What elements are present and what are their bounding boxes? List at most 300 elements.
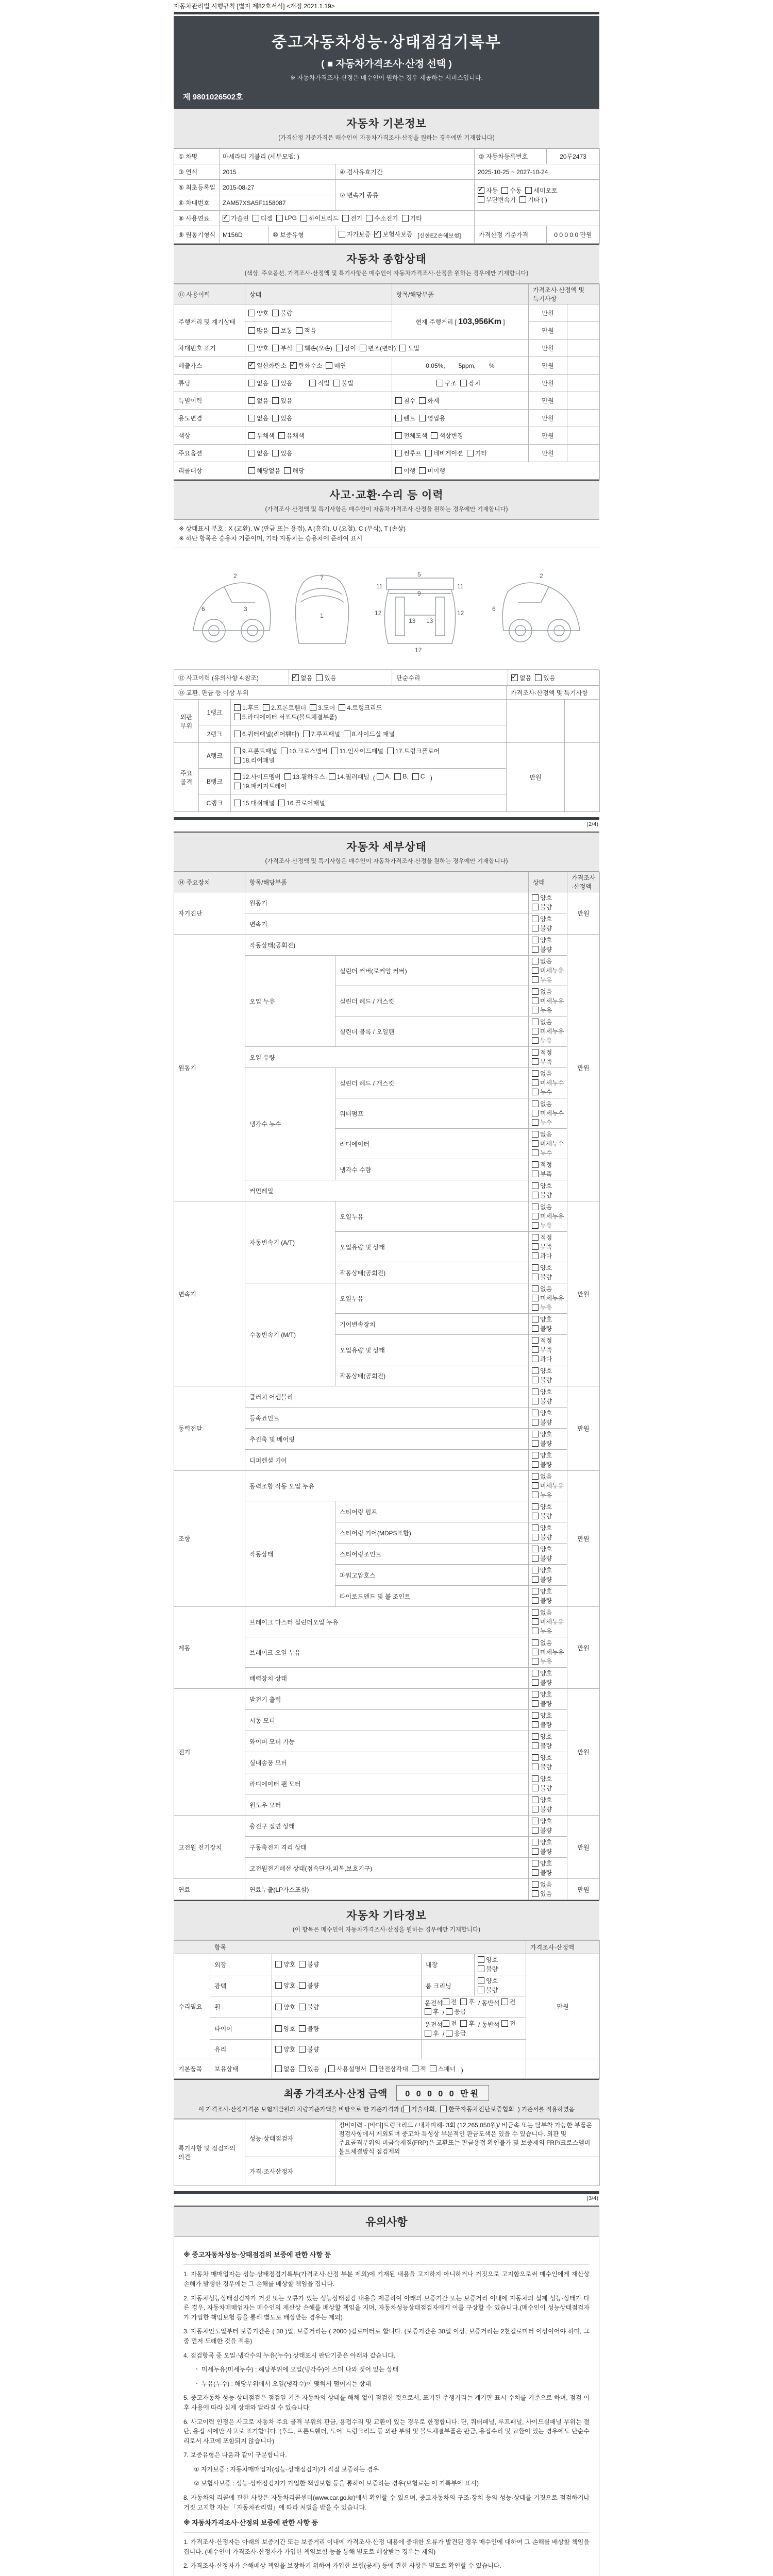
- checkbox-있음[interactable]: [316, 673, 336, 682]
- checkbox-썬루프[interactable]: [395, 449, 422, 457]
- table-cell: [529, 1837, 567, 1858]
- checkbox-양호[interactable]: [532, 1545, 552, 1553]
- checkbox-LPG[interactable]: [276, 214, 297, 222]
- checkbox-17.트렁크플로어[interactable]: [387, 747, 440, 755]
- checkbox-없음[interactable]: [248, 379, 268, 387]
- checkbox-box-icon: [248, 310, 255, 316]
- checkbox-전[interactable]: [501, 2019, 516, 2028]
- checkbox-보통[interactable]: [272, 326, 292, 335]
- checkbox-적법[interactable]: [309, 379, 329, 387]
- notice-item: 2. 자동차성능상태점검자가 거짓 또는 오류가 있는 성능상태점검 내용을 제공하여 아래의 보증기간 또는 보증거리 이내에 자동차의 실제 성능·상태가 다른 경우, 자동차매매업자는 매수인의 재산상 손해를 배상할 책임을 지며, 자동차성능상태점검자에게 이를 구상할 수 있습니다.(매수인이 성능상태점검자가 가입한 책임보험 등을 통해 별도로 배상받는 경우는 제외): [183, 2294, 590, 2321]
- checkbox-양호[interactable]: [248, 344, 268, 352]
- checkbox-box-icon: [431, 432, 438, 439]
- checkbox-양호[interactable]: [532, 1430, 552, 1438]
- table-cell: 스티어링 기어(MDPS포함): [335, 1522, 529, 1544]
- checkbox-있음[interactable]: [272, 379, 292, 387]
- checkbox-label: 전: [450, 2020, 457, 2028]
- checkbox-label: 있음: [280, 379, 293, 387]
- checkbox-없음[interactable]: [275, 2064, 295, 2073]
- checkbox-양호[interactable]: [532, 1795, 552, 1804]
- checkbox-전체도색[interactable]: [395, 431, 427, 440]
- table-cell: 작동상태(공회전): [245, 935, 529, 956]
- checkbox-부족[interactable]: [532, 1170, 552, 1178]
- checkbox-자가보증[interactable]: [339, 230, 371, 239]
- checkbox-label: 부족: [540, 1058, 552, 1066]
- table-cell: 동력전달: [174, 1386, 245, 1471]
- checkbox-미세누유[interactable]: [532, 1648, 564, 1656]
- checkbox-불량[interactable]: [532, 1720, 552, 1729]
- checkbox-불량[interactable]: [299, 1981, 319, 1990]
- checkbox-label: 7.루프패널: [311, 730, 341, 738]
- checkbox-label: 불량: [280, 309, 293, 317]
- section-basic-info-header: [174, 108, 599, 148]
- checkbox-사용설명서[interactable]: [328, 2064, 366, 2073]
- checkbox-14.필러패널[interactable]: [329, 772, 369, 781]
- checkbox-양호[interactable]: [532, 1587, 552, 1596]
- checkbox-누수[interactable]: [532, 1148, 552, 1157]
- checkbox-없음[interactable]: [532, 987, 552, 996]
- checkbox-미세누유[interactable]: [532, 1481, 564, 1490]
- checkbox-3.도어[interactable]: [310, 703, 335, 712]
- checkbox-해당[interactable]: [284, 466, 304, 475]
- checkbox-이행[interactable]: [395, 466, 415, 475]
- checkbox-label: 누유: [540, 1037, 552, 1045]
- checkbox-label: 불량: [540, 1440, 552, 1448]
- checkbox-부족[interactable]: [532, 1242, 552, 1251]
- table-cell: [245, 392, 392, 410]
- checkbox-기술사회[interactable]: 기술사회,: [403, 2105, 437, 2113]
- section-subtitle: (가격조사·산정액 및 특기사항은 매수인이 자동차가격조사·산정을 원하는 경우에만 기재합니다): [265, 858, 508, 865]
- checkbox-8.사이드실 패널[interactable]: [344, 730, 395, 738]
- checkbox-양호[interactable]: [532, 1669, 552, 1677]
- checkbox-누수[interactable]: [532, 1088, 552, 1096]
- checkbox-무단변속기[interactable]: [478, 195, 516, 204]
- svg-text:2: 2: [540, 572, 543, 580]
- checkbox-1.후드[interactable]: [234, 703, 259, 712]
- checkbox-양호[interactable]: [478, 1955, 498, 1964]
- checkbox-후[interactable]: [460, 1997, 475, 2006]
- checkbox-누유[interactable]: [532, 1490, 552, 1499]
- checkbox-양호[interactable]: [532, 1409, 552, 1417]
- checkbox-불량[interactable]: [532, 924, 552, 933]
- checkbox-부식[interactable]: [272, 344, 292, 352]
- checkbox-하이브리드[interactable]: [300, 214, 339, 223]
- table-cell: [526, 2059, 600, 2079]
- checkbox-디젤[interactable]: [253, 214, 273, 223]
- checkbox-양호[interactable]: [532, 1366, 552, 1375]
- table-cell: 실린더 헤드 / 개스킷: [335, 1068, 529, 1098]
- checkbox-없음[interactable]: [248, 414, 268, 422]
- table-cell: 만원: [529, 427, 567, 445]
- checkbox-box-icon: [443, 1998, 449, 2005]
- checkbox-있음[interactable]: [299, 2064, 319, 2073]
- checkbox-불량[interactable]: [478, 1964, 498, 1973]
- checkbox-미세누유[interactable]: [532, 1027, 564, 1036]
- checkbox-없음[interactable]: [532, 1202, 552, 1211]
- checkbox-적정[interactable]: [532, 1160, 552, 1169]
- checkbox-미세누수[interactable]: [532, 1078, 564, 1087]
- checkbox-세미오토[interactable]: [525, 186, 557, 195]
- checkbox-없음[interactable]: [532, 1284, 552, 1293]
- checkbox-기타[interactable]: [467, 449, 487, 457]
- checkbox-9.프론트패널[interactable]: [234, 747, 277, 755]
- checkbox-불량[interactable]: [532, 903, 552, 911]
- checkbox-C[interactable]: [412, 773, 425, 780]
- checkbox-16.플로어패널[interactable]: [278, 799, 325, 807]
- table-cell: 0 0 0 0 0 만원: [547, 226, 600, 244]
- checkbox-없음[interactable]: [532, 957, 552, 965]
- checkbox-양호[interactable]: [478, 1976, 498, 1985]
- section-subtitle: (가격산정 기준가격은 매수인이 자동차가격조사·산정을 원하는 경우에만 기재합니다): [278, 135, 495, 141]
- checkbox-label: C: [420, 773, 425, 781]
- checkbox-12.사이드멤버[interactable]: [234, 772, 281, 781]
- checkbox-있음[interactable]: [535, 673, 555, 682]
- checkbox-B,[interactable]: [394, 773, 408, 780]
- checkbox-불량[interactable]: [532, 1273, 552, 1281]
- checkbox-없음[interactable]: [248, 396, 268, 405]
- checkbox-불량[interactable]: [478, 1986, 498, 1994]
- checkbox-2.프론트휀더[interactable]: [263, 703, 306, 712]
- checkbox-미세누유[interactable]: [532, 1212, 564, 1221]
- svg-text:12: 12: [457, 609, 464, 617]
- checkbox-화재[interactable]: [419, 396, 439, 405]
- checkbox-누유[interactable]: [532, 1221, 552, 1230]
- checkbox-불량[interactable]: [532, 1376, 552, 1384]
- checkbox-상이[interactable]: [336, 344, 356, 352]
- checkbox-도말[interactable]: [399, 344, 419, 352]
- checkbox-양호[interactable]: [532, 1502, 552, 1511]
- checkbox-있음[interactable]: [272, 414, 292, 422]
- checkbox-렌트[interactable]: [395, 414, 415, 422]
- document-header: [174, 16, 599, 108]
- checkbox-box-icon: [443, 2020, 449, 2027]
- checkbox-box-icon: [532, 1140, 539, 1147]
- checkbox-후[interactable]: [425, 2029, 439, 2038]
- checkbox-불량[interactable]: [299, 2003, 319, 2011]
- text: (: [323, 2066, 329, 2074]
- checkbox-색상변경[interactable]: [431, 431, 463, 440]
- checkbox-스패너[interactable]: [430, 2064, 456, 2073]
- checkbox-불량[interactable]: [532, 945, 552, 954]
- checkbox-18.리어패널[interactable]: [234, 756, 275, 765]
- checkbox-있음[interactable]: [532, 1889, 552, 1898]
- checkbox-box-icon: [532, 1440, 539, 1447]
- checkbox-양호[interactable]: [532, 1690, 552, 1699]
- checkbox-무채색[interactable]: [248, 431, 275, 440]
- checkbox-미세누수[interactable]: [532, 1139, 564, 1148]
- checkbox-불량[interactable]: [532, 1784, 552, 1792]
- table-cell: [529, 1450, 567, 1471]
- checkbox-label: 양호: [540, 1410, 552, 1417]
- checkbox-미세누유[interactable]: [532, 1617, 564, 1626]
- checkbox-box-icon: [532, 946, 539, 953]
- checkbox-불량[interactable]: [532, 1397, 552, 1405]
- checkbox-양호[interactable]: [532, 1263, 552, 1272]
- checkbox-양호[interactable]: [532, 914, 552, 923]
- checkbox-적음[interactable]: [296, 326, 316, 335]
- checkbox-양호[interactable]: [532, 1732, 552, 1741]
- checkbox-box-icon: [511, 674, 518, 681]
- checkbox-없음[interactable]: [532, 1069, 552, 1078]
- table-cell: [422, 2040, 526, 2059]
- checkbox-없음[interactable]: [511, 673, 531, 682]
- checkbox-label: 없음: [540, 988, 552, 996]
- checkbox-누수[interactable]: [532, 1118, 552, 1127]
- checkbox-5.라디에이터 서포트(볼트체결부품)[interactable]: [234, 713, 337, 721]
- checkbox-box-icon: [310, 704, 316, 711]
- checkbox-부족[interactable]: [532, 1345, 552, 1354]
- checkbox-box-icon: [532, 1588, 539, 1595]
- checkbox-label: 불량: [540, 1827, 552, 1835]
- checkbox-누유[interactable]: [532, 975, 552, 984]
- checkbox-수동[interactable]: [501, 186, 522, 195]
- checkbox-양호[interactable]: [532, 1817, 552, 1825]
- checkbox-영업용[interactable]: [419, 414, 445, 422]
- checkbox-11.인사이드패널[interactable]: [331, 747, 383, 755]
- checkbox-없음[interactable]: [532, 1018, 552, 1026]
- checkbox-box-icon: [532, 1860, 539, 1867]
- checkbox-label: 전: [509, 1998, 516, 2006]
- checkbox-불량[interactable]: [532, 1191, 552, 1199]
- checkbox-있음[interactable]: [272, 396, 292, 405]
- checkbox-전[interactable]: [443, 1997, 457, 2006]
- table-cell: [272, 1975, 422, 1996]
- checkbox-양호[interactable]: [532, 1315, 552, 1324]
- checkbox-불량[interactable]: [532, 1805, 552, 1814]
- checkbox-없음[interactable]: [532, 1638, 552, 1647]
- checkbox-양호[interactable]: [532, 1774, 552, 1783]
- checkbox-없음[interactable]: [292, 673, 312, 682]
- checkbox-기타 ( )[interactable]: [519, 195, 547, 204]
- checkbox-구조[interactable]: [436, 379, 457, 387]
- checkbox-많음[interactable]: [248, 326, 268, 335]
- checkbox-box-icon: [399, 345, 406, 351]
- checkbox-일산화탄소[interactable]: [248, 361, 287, 370]
- checkbox-양호[interactable]: [532, 1523, 552, 1532]
- checkbox-양호[interactable]: [532, 1753, 552, 1762]
- checkbox-훼손(오손)[interactable]: [296, 344, 332, 352]
- checkbox-누유[interactable]: [532, 1657, 552, 1666]
- table-cell: [174, 1941, 210, 1954]
- checkbox-양호[interactable]: [532, 1859, 552, 1868]
- checkbox-label: 미세누유: [540, 1028, 564, 1036]
- checkbox-매연[interactable]: [326, 361, 346, 370]
- checkbox-label: 적음: [304, 327, 316, 334]
- table-cell: ⑨ 원동기형식: [174, 226, 220, 244]
- checkbox-미세누유[interactable]: [532, 996, 564, 1005]
- checkbox-전기[interactable]: [342, 214, 362, 223]
- checkbox-미세누수[interactable]: [532, 1109, 564, 1117]
- checkbox-적정[interactable]: [532, 1048, 552, 1057]
- final-price-note: [180, 2105, 593, 2113]
- checkbox-불량[interactable]: [532, 1678, 552, 1687]
- checkbox-미세누유[interactable]: [532, 966, 564, 975]
- checkbox-장치[interactable]: [460, 379, 480, 387]
- checkbox-19.패키지트레이[interactable]: [234, 782, 287, 790]
- checkbox-6.쿼터패널(리어휀다)[interactable]: [234, 730, 299, 738]
- checkbox-불량[interactable]: [299, 1960, 319, 1969]
- table-cell: [475, 211, 600, 226]
- checkbox-불량[interactable]: [532, 1460, 552, 1469]
- checkbox-과다[interactable]: [532, 1354, 552, 1363]
- checkbox-없음[interactable]: [248, 449, 268, 457]
- checkbox-불량[interactable]: [532, 1418, 552, 1427]
- checkbox-불법[interactable]: [333, 379, 354, 387]
- checkbox-label: 누수: [540, 1149, 552, 1157]
- checkbox-없음[interactable]: [532, 1608, 552, 1617]
- table-cell: 만원: [529, 322, 567, 340]
- checkbox-응급[interactable]: [446, 2007, 466, 2016]
- checkbox-4.트렁크리드[interactable]: [339, 703, 382, 712]
- table-cell: 룸 크리닝: [422, 1975, 475, 1996]
- checkbox-전[interactable]: [501, 1997, 516, 2006]
- checkbox-불량[interactable]: [532, 1826, 552, 1835]
- checkbox-불량[interactable]: [532, 1533, 552, 1541]
- checkbox-A,[interactable]: [377, 773, 391, 780]
- checkbox-한국자동차진단보증협회[interactable]: 한국자동차진단보증협회: [440, 2105, 514, 2113]
- table-cell: [529, 1429, 567, 1450]
- checkbox-보험사보증[interactable]: [374, 230, 412, 239]
- checkbox-불량[interactable]: [532, 1596, 552, 1605]
- checkbox-label: 누유: [540, 1628, 552, 1635]
- checkbox-불량[interactable]: [532, 1847, 552, 1856]
- checkbox-7.루프패널[interactable]: [303, 730, 340, 738]
- checkbox-불량[interactable]: [272, 309, 292, 317]
- checkbox-label: 보험사보증: [382, 231, 413, 238]
- checkbox-불량[interactable]: [532, 1575, 552, 1584]
- checkbox-불량[interactable]: [299, 2024, 319, 2033]
- checkbox-box-icon: [272, 397, 279, 404]
- checkbox-기타[interactable]: [402, 214, 422, 223]
- checkbox-불량[interactable]: [532, 1439, 552, 1448]
- table-cell: 만원: [529, 304, 567, 322]
- checkbox-양호[interactable]: [532, 936, 552, 944]
- checkbox-양호[interactable]: [248, 309, 268, 317]
- checkbox-box-icon: [370, 2065, 377, 2072]
- checkbox-적정[interactable]: [532, 1233, 552, 1242]
- checkbox-과다[interactable]: [532, 1251, 552, 1260]
- checkbox-box-icon: [532, 967, 539, 974]
- checkbox-없음[interactable]: [532, 1472, 552, 1481]
- checkbox-가솔린[interactable]: [223, 214, 249, 223]
- checkbox-없음[interactable]: [532, 1880, 552, 1889]
- checkbox-변조(변타)[interactable]: [360, 344, 396, 352]
- checkbox-유채색[interactable]: [278, 431, 305, 440]
- checkbox-탄화수소[interactable]: [290, 361, 322, 370]
- checkbox-불량[interactable]: [532, 1762, 552, 1771]
- checkbox-후[interactable]: [425, 2007, 439, 2016]
- checkbox-불량[interactable]: [532, 1554, 552, 1563]
- text: 0.05%,: [426, 362, 445, 369]
- checkbox-잭[interactable]: [412, 2064, 426, 2073]
- legend-line-2: ※ 하단 항목은 승용차 기준이며, 기타 자동차는 승용차에 준하여 표시: [179, 535, 363, 543]
- checkbox-label: 5.라디에이터 서포트(볼트체결부품): [242, 713, 337, 721]
- checkbox-label: 전체도색: [404, 432, 428, 439]
- checkbox-수소전기[interactable]: [366, 214, 398, 223]
- checkbox-box-icon: [329, 773, 335, 780]
- checkbox-양호[interactable]: [532, 1566, 552, 1574]
- checkbox-양호[interactable]: [275, 2024, 295, 2033]
- checkbox-label: 불량: [540, 1869, 552, 1877]
- checkbox-누유[interactable]: [532, 1626, 552, 1635]
- checkbox-해당없음[interactable]: [248, 466, 280, 475]
- checkbox-안전삼각대[interactable]: [370, 2064, 408, 2073]
- checkbox-양호[interactable]: [532, 1711, 552, 1720]
- checkbox-box-icon: [532, 916, 539, 922]
- checkbox-label: 17.트렁크플로어: [395, 747, 440, 755]
- checkbox-13.휠하우스[interactable]: [284, 772, 325, 781]
- checkbox-box-icon: [532, 1419, 539, 1426]
- table-cell: [231, 725, 507, 743]
- checkbox-부족[interactable]: [532, 1057, 552, 1066]
- checkbox-label: 이행: [404, 467, 416, 474]
- checkbox-없음[interactable]: [532, 1099, 552, 1108]
- checkbox-box-icon: [532, 1721, 539, 1728]
- checkbox-불량[interactable]: [532, 1868, 552, 1877]
- checkbox-양호[interactable]: [275, 1981, 295, 1990]
- checkbox-label: 불량: [540, 1700, 552, 1708]
- section-subtitle: (이 항목은 매수인이 자동차가격조사·산정을 원하는 경우에만 기재합니다): [293, 1927, 480, 1934]
- table-cell: 가격조사·산정액 및 특기사항: [507, 686, 600, 700]
- notice-item: ㆍ 미세누유(미세누수) : 해당부위에 오일(냉각수)이 스며 나와 젖어 있는 상태: [194, 2366, 399, 2374]
- checkbox-label: 적정: [540, 1049, 552, 1057]
- checkbox-없음[interactable]: [532, 1130, 552, 1139]
- checkbox-box-icon: [532, 1171, 539, 1177]
- checkbox-불량[interactable]: [299, 2045, 319, 2054]
- checkbox-양호[interactable]: [532, 1387, 552, 1396]
- checkbox-label: 잭: [419, 2065, 426, 2073]
- checkbox-응급[interactable]: [446, 2029, 466, 2038]
- checkbox-label: 미세누유: [540, 967, 564, 975]
- checkbox-양호[interactable]: [275, 1960, 295, 1969]
- checkbox-10.크로스멤버[interactable]: [281, 747, 328, 755]
- checkbox-양호[interactable]: [532, 1181, 552, 1190]
- table-cell: 배력장치 상태: [245, 1668, 529, 1689]
- checkbox-있음[interactable]: [272, 449, 292, 457]
- checkbox-누유[interactable]: [532, 1303, 552, 1312]
- checkbox-누유[interactable]: [532, 1036, 552, 1045]
- checkbox-label: 적정: [540, 1234, 552, 1242]
- checkbox-미이행[interactable]: [419, 466, 445, 475]
- checkbox-침수[interactable]: [395, 396, 415, 405]
- checkbox-불량[interactable]: [532, 1324, 552, 1333]
- checkbox-후[interactable]: [460, 2019, 475, 2028]
- checkbox-적정[interactable]: [532, 1336, 552, 1345]
- checkbox-미세누유[interactable]: [532, 1294, 564, 1302]
- checkbox-15.대쉬패널[interactable]: [234, 799, 275, 807]
- checkbox-양호[interactable]: [275, 2003, 295, 2011]
- checkbox-label: 미세누수: [540, 1140, 564, 1148]
- checkbox-label: 19.패키지트레이: [242, 782, 287, 790]
- checkbox-누유[interactable]: [532, 1006, 552, 1014]
- checkbox-불량[interactable]: [532, 1512, 552, 1520]
- checkbox-양호[interactable]: [532, 1838, 552, 1846]
- checkbox-자동[interactable]: [478, 186, 498, 195]
- checkbox-불량[interactable]: [532, 1741, 552, 1750]
- table-cell: [567, 375, 600, 392]
- checkbox-양호[interactable]: [532, 893, 552, 902]
- table-cell: 단순수리: [392, 670, 508, 686]
- checkbox-box-icon: [501, 187, 508, 194]
- checkbox-네비게이션[interactable]: [425, 449, 463, 457]
- checkbox-label: 상이: [344, 344, 356, 352]
- checkbox-양호[interactable]: [532, 1451, 552, 1460]
- checkbox-box-icon: [532, 1264, 539, 1271]
- checkbox-불량[interactable]: [532, 1699, 552, 1708]
- checkbox-양호[interactable]: [275, 2045, 295, 2054]
- checkbox-label: 양호: [257, 309, 269, 317]
- checkbox-전[interactable]: [443, 2019, 457, 2028]
